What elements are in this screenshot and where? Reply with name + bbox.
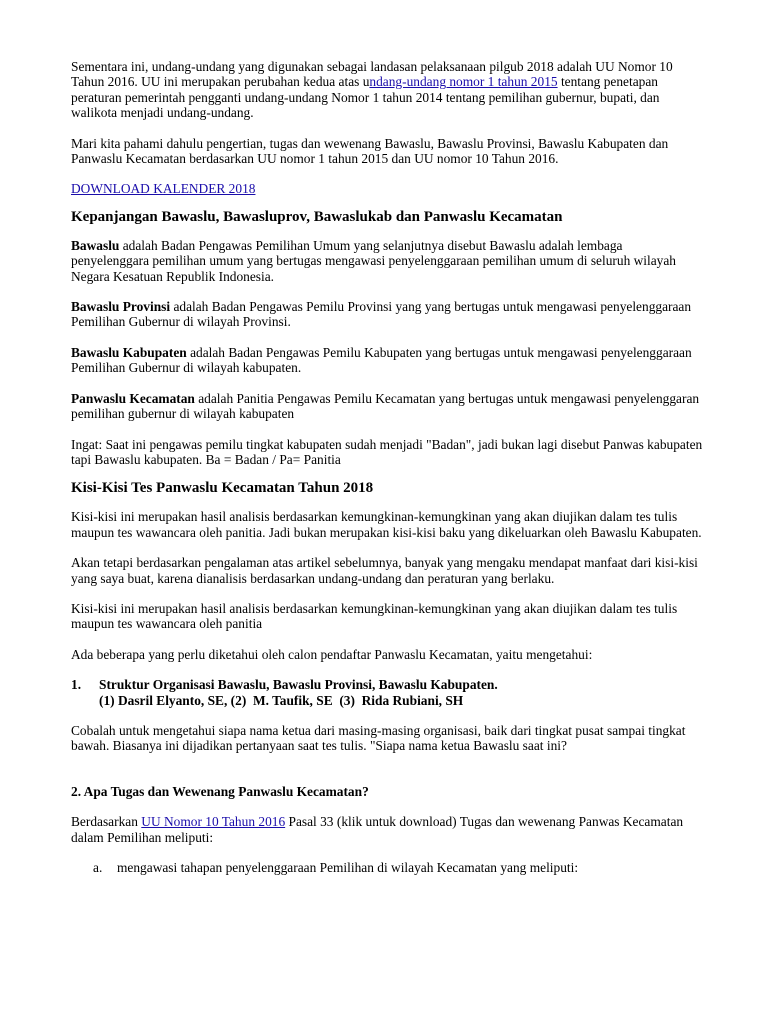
definition-panwaslu-kecamatan: Panwaslu Kecamatan adalah Panitia Pengawas Pemilu Kecamatan yang bertugas untuk mengawasi penyelenggaran pemilihan gubernur di wilayah kabupaten [71,390,700,422]
question-heading-2: 2. Apa Tugas dan Wewenang Panwaslu Kecamatan? [71,783,369,799]
kisi-paragraph-3: Kisi-kisi ini merupakan hasil analisis berdasarkan kemungkinan-kemungkinan yang akan diujikan dalam tes tulis maupun tes wawancara oleh panitia [71,600,678,632]
uu-2015-link[interactable]: ndang-undang nomor 1 tahun 2015 [369,74,558,90]
definition-bawaslu: Bawaslu adalah Badan Pengawas Pemilihan Umum yang selanjutnya disebut Bawaslu adalah lembaga penyelenggara pemilihan umum yang bertugas mengawasi penyelenggaraan pemilihan umum di seluruh wilayah Negara Kesatuan Republik Indonesia. [71,237,676,284]
kisi-paragraph-6: Berdasarkan UU Nomor 10 Tahun 2016 Pasal 33 (klik untuk download) Tugas dan wewenang Panwas Kecamatan dalam Pemilihan meliputi: [71,814,684,845]
uu-2016-link[interactable]: UU Nomor 10 Tahun 2016 [141,814,286,830]
numbered-list-item-1 [71,677,703,708]
alpha-label: a. [93,860,103,875]
list-number: 1. [71,677,82,693]
kisi-paragraph-2: Akan tetapi berdasarkan pengalaman atas artikel sebelumnya, banyak yang mengaku mendapat manfaat dari kisi-kisi yang saya buat, karena dianalisis berdasarkan undang-undang dan peraturan yang berlaku. [71,555,698,586]
intro-paragraph-2: Mari kita pahami dahulu pengertian, tugas dan wewenang Bawaslu, Bawaslu Provinsi, Bawaslu Kabupaten dan Panwaslu Kecamatan berdasarkan UU nomor 1 tahun 2015 dan UU nomor 10 Tahun 2016. [71,135,669,167]
kisi-paragraph-1: Kisi-kisi ini merupakan hasil analisis berdasarkan kemungkinan-kemungkinan yang akan diujikan dalam tes tulis maupun tes wawancara oleh panitia. Jadi bukan merupakan kisi-kisi baku yang dikeluarkan oleh Bawaslu Kabupaten. [71,509,702,540]
section-heading-kepanjangan: Kepanjangan Bawaslu, Bawasluprov, Bawaslukab dan Panwaslu Kecamatan [71,208,563,225]
note-paragraph: Ingat: Saat ini pengawas pemilu tingkat kabupaten sudah menjadi "Badan", jadi bukan lagi disebut Panwas kabupaten tapi Bawaslu kabupaten. Ba = Badan / Pa= Panitia [71,436,703,467]
alpha-text: mengawasi tahapan penyelenggaraan Pemilihan di wilayah Kecamatan yang meliputi: [117,860,579,875]
download-kalender-link[interactable]: DOWNLOAD KALENDER 2018 [71,181,256,197]
kisi-paragraph-5: Cobalah untuk mengetahui siapa nama ketua dari masing-masing organisasi, baik dari tingkat pusat sampai tingkat bawah. Biasanya ini dijadikan pertanyaan saat tes tulis. "Siapa nama ketua Bawaslu saat ini? [71,722,686,754]
kisi-paragraph-4: Ada beberapa yang perlu diketahui oleh calon pendaftar Panwaslu Kecamatan, yaitu mengetahui: [71,646,593,662]
alpha-list-item-a [71,860,703,875]
definition-bawaslu-provinsi: Bawaslu Provinsi adalah Badan Pengawas Pemilu Provinsi yang yang bertugas untuk mengawasi penyelenggaraan Pemilihan Gubernur di wilayah Provinsi. [71,299,692,330]
list-item-title: Struktur Organisasi Bawaslu, Bawaslu Provinsi, Bawaslu Kabupaten. [99,677,498,693]
section-heading-kisi-kisi: Kisi-Kisi Tes Panwaslu Kecamatan Tahun 2018 [71,480,374,497]
document-content [71,59,703,875]
intro-paragraph-1: Sementara ini, undang-undang yang digunakan sebagai landasan pelaksanaan pilgub 2018 adalah UU Nomor 10 Tahun 2016. UU ini merupakan perubahan kedua atas undang-undang nomor 1 tahun 2015 tentang penetapan peraturan pemerintah pengganti undang-undang Nomor 1 tahun 2014 tentang pemilihan gubernur, bupati, dan walikota menjadi undang-undang. [71,59,673,121]
list-item-names: (1) Dasril Elyanto, SE, (2) M. Taufik, SE (3) Rida Rubiani, SH [99,692,464,708]
definition-bawaslu-kabupaten: Bawaslu Kabupaten adalah Badan Pengawas Pemilu Kabupaten yang bertugas untuk mengawasi penyelenggaraan Pemilihan Gubernur di wilayah kabupaten. [71,344,692,376]
